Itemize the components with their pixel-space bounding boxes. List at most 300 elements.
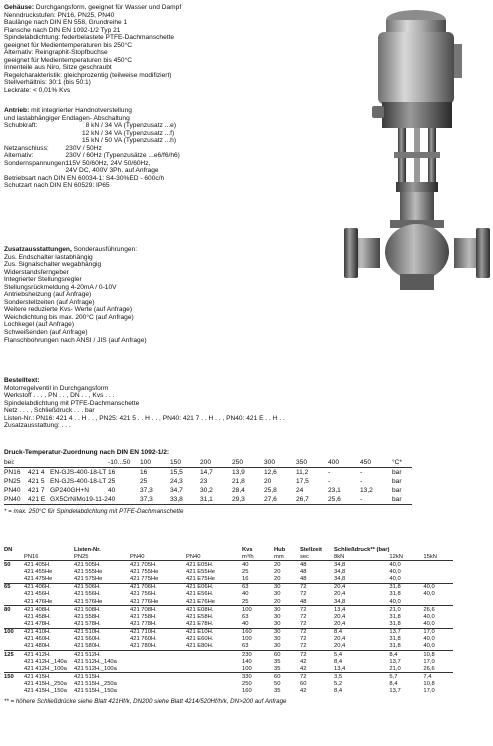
article-table-cell: 20 xyxy=(274,598,281,605)
article-table-cell: 421 556H. xyxy=(74,591,101,598)
article-table-cell: 421 460H. xyxy=(24,636,51,643)
housing-line xyxy=(4,49,181,57)
article-table-row xyxy=(4,553,453,561)
article-table-cell: 421 E55He xyxy=(186,568,216,575)
article-table-cell xyxy=(130,681,186,688)
article-table-cell xyxy=(4,553,24,561)
article-table-cell: 8,4 xyxy=(334,688,343,695)
article-table-row xyxy=(4,606,453,614)
pressure-table-cell: 421 7 xyxy=(28,487,45,495)
article-table-cell: 421 760H. xyxy=(130,636,157,643)
pressure-table-cell: 28,4 xyxy=(232,487,245,495)
pressure-table-cell: PN25 xyxy=(4,478,21,486)
article-table-cell xyxy=(130,546,186,553)
article-table-cell: 60 xyxy=(274,650,300,658)
article-table-cell: 421 512H._100a xyxy=(74,665,117,672)
pressure-table-cell: 300 xyxy=(264,458,296,468)
article-table-cell: 421 456H. xyxy=(24,591,51,598)
article-table-cell: 31,8 xyxy=(389,636,401,643)
article-table-row xyxy=(4,643,453,651)
article-table-cell: 13,4 xyxy=(334,665,346,672)
article-dn-cell: 150 xyxy=(4,673,24,681)
drive-row-key xyxy=(4,137,60,145)
extras-line: Integrierter Stellungsregler xyxy=(4,276,82,284)
article-table-cell: 8kN xyxy=(334,553,345,560)
pressure-table-cell: °C* xyxy=(392,458,412,468)
pressure-table-cell: 421 E xyxy=(28,495,50,505)
article-table-row xyxy=(4,546,453,553)
housing-line xyxy=(4,19,181,27)
pressure-table-cell xyxy=(28,458,50,468)
article-table-cell: 42 xyxy=(300,688,307,695)
pressure-table-cell: 17,5 xyxy=(296,478,309,486)
pressure-table-cell: 26,7 xyxy=(296,495,328,505)
drive-row-key: Schubkraft: xyxy=(4,122,38,130)
pressure-table-cell: 15,5 xyxy=(170,469,183,477)
article-dn-cell xyxy=(4,576,24,584)
article-table-cell: 421 E75He xyxy=(186,576,216,583)
article-table-cell: DN xyxy=(4,546,13,553)
article-table-cell: 5,4 xyxy=(334,650,389,658)
article-table-cell xyxy=(130,650,186,658)
article-dn-cell xyxy=(4,688,24,695)
article-table-cell: 15kN xyxy=(423,553,437,560)
pressure-table-cell: 21,8 xyxy=(232,478,245,486)
order-line: Werkstoff . . . , PN . . , DN . . , Kvs . . . xyxy=(4,392,115,400)
pressure-table-cell: 200 xyxy=(200,458,232,468)
article-table-cell: 35 xyxy=(274,665,281,672)
pressure-table-cell: PN16 xyxy=(4,469,21,477)
extras-line: Weitere reduzierte Kvs- Werte (auf Anfrage) xyxy=(4,306,133,314)
pressure-table-cell: EN-GJS-400-18-LT xyxy=(50,478,107,486)
article-table-cell: 421 410H. xyxy=(24,628,74,636)
housing-text: geeignet für Medientemperaturen bis 250°C xyxy=(4,41,132,49)
article-table-cell: 421 706H. xyxy=(130,583,186,591)
article-table-cell: 421 480H. xyxy=(24,643,51,650)
article-table-cell: 421 505H. xyxy=(74,561,130,569)
article-table-row xyxy=(4,591,453,598)
article-table-cell: 13,7 xyxy=(389,628,423,636)
article-table-cell: 40,0 xyxy=(389,568,401,575)
article-table-cell: 20,4 xyxy=(334,643,346,650)
article-dn-cell xyxy=(4,665,24,673)
pressure-table-cell: - xyxy=(328,478,331,486)
pressure-table-cell: 40 xyxy=(108,495,140,505)
article-table-cell: 421 E78H. xyxy=(186,620,214,627)
drive-section xyxy=(4,107,180,190)
article-table-cell xyxy=(186,546,242,553)
pressure-table-cell: PN40 xyxy=(4,487,21,495)
drive-row xyxy=(4,130,180,138)
article-table-cell: 421 E58H. xyxy=(186,613,214,620)
housing-line xyxy=(4,34,181,42)
pressure-table-row xyxy=(4,495,412,505)
article-table-cell: 421 512H._140a xyxy=(74,658,117,665)
article-dn-cell xyxy=(4,598,24,606)
article-table-cell: 30 xyxy=(274,628,300,636)
order-section xyxy=(4,377,285,430)
extras-line: Zus. Endschalter lastabhängig xyxy=(4,253,93,261)
article-table-cell: 8,4 xyxy=(389,681,398,688)
pressure-table-cell: 100 xyxy=(140,458,170,468)
housing-heading: Gehäuse: xyxy=(4,4,35,11)
article-table-cell: 20,4 xyxy=(334,613,346,620)
extras-line: Stellungsrückmeldung 4-20mA / 0-10V xyxy=(4,283,117,291)
article-table-cell: 40,0 xyxy=(423,583,453,591)
extras-line: Flanschbohrungen nach ANSI / JIS (auf Anfrage) xyxy=(4,336,147,344)
article-table-cell: 72 xyxy=(300,643,307,650)
article-table-cell: 30 xyxy=(274,620,281,627)
article-dn-cell xyxy=(4,568,24,575)
article-table-cell: 20 xyxy=(274,561,300,569)
drive-row-value: 12 kN / 34 VA (Typenzusatz ...f) xyxy=(60,129,175,137)
article-table-cell: 421 510H. xyxy=(74,628,130,636)
pressure-table-cell: 421 4 xyxy=(28,469,45,477)
drive-heading: Antrieb: xyxy=(4,107,30,114)
article-table-row xyxy=(4,681,453,688)
pressure-table-cell: 350 xyxy=(296,458,328,468)
article-table-cell: 42 xyxy=(300,665,307,672)
pressure-table-cell: 25,6 xyxy=(328,495,360,505)
article-table-cell: 21,0 xyxy=(389,665,401,672)
drive-intro-1: mit integrierter Handnotverstellung xyxy=(29,107,132,114)
pressure-table-cell: 37,3 xyxy=(140,487,153,495)
article-table-cell: 421 775He xyxy=(130,576,159,583)
article-table-cell: 421 458H. xyxy=(24,613,51,620)
article-table-cell: 421 780H. xyxy=(130,643,157,650)
article-table-cell: 34,8 xyxy=(334,561,389,569)
article-table-cell xyxy=(130,658,186,665)
article-table-row xyxy=(4,688,453,695)
article-table-row xyxy=(4,658,453,665)
article-table-cell: 20,4 xyxy=(334,583,389,591)
article-table-cell: 72 xyxy=(300,606,334,614)
article-table-cell: 72 xyxy=(300,636,307,643)
article-table-cell: 26,6 xyxy=(423,665,435,672)
article-table-cell: 421 560H. xyxy=(74,636,101,643)
housing-line xyxy=(4,72,181,80)
article-table-cell: 21,0 xyxy=(389,606,423,614)
article-table-cell: 40,0 xyxy=(423,591,435,598)
article-table-row xyxy=(4,561,453,569)
pressure-table-cell: 250 xyxy=(232,458,264,468)
housing-line xyxy=(4,12,181,20)
pressure-table-row xyxy=(4,486,412,495)
article-table-cell: 421 705H. xyxy=(130,561,186,569)
housing-line xyxy=(4,64,181,72)
article-table-cell: 20 xyxy=(274,576,281,583)
order-line: Spindelabdichtung mit PTFE-Dachmanschette xyxy=(4,399,140,407)
article-table-cell xyxy=(130,688,186,695)
pressure-table-cell: 23 xyxy=(200,478,208,486)
article-table-cell: 31,8 xyxy=(389,583,423,591)
article-table-cell: 30 xyxy=(274,643,281,650)
article-table-cell: 250 xyxy=(242,681,252,688)
article-table-cell: 421 478H. xyxy=(24,620,51,627)
article-table-cell xyxy=(130,673,186,681)
housing-text: Baulänge nach DIN EN 558, Grundreihe 1 xyxy=(4,19,128,27)
article-table-cell: 13,4 xyxy=(334,606,389,614)
housing-text: Nenndruckstufen: PN16, PN25, PN40 xyxy=(4,11,115,19)
article-table-cell xyxy=(186,681,242,688)
article-table-row xyxy=(4,628,453,636)
pressure-table-cell: -10...50 xyxy=(108,458,140,468)
article-table-cell: 100 xyxy=(242,636,252,643)
drive-row xyxy=(4,167,180,175)
article-table-cell: 30 xyxy=(274,591,281,598)
article-table-cell: 421 515H._150a xyxy=(74,688,117,695)
pressure-table-cell: 20 xyxy=(264,478,272,486)
article-table-cell xyxy=(186,688,242,695)
article-table-cell: 421 412H. xyxy=(24,650,74,658)
article-dn-cell xyxy=(4,620,24,628)
drive-row xyxy=(4,137,180,145)
article-table-cell: 72 xyxy=(300,591,307,598)
pressure-table-title: Druck-Temperatur-Zuordnung nach DIN EN 1092-1/2: xyxy=(4,449,170,456)
article-table-cell: 48 xyxy=(300,561,334,569)
housing-line xyxy=(4,42,181,50)
article-table-cell: 20 xyxy=(274,568,281,575)
pressure-table-cell: GP240GH+N xyxy=(50,487,90,495)
article-table-cell xyxy=(423,568,453,575)
article-table-cell: 20,4 xyxy=(334,636,346,643)
article-dn-cell: 65 xyxy=(4,583,24,591)
article-table-cell xyxy=(423,561,453,569)
article-table-cell: Hub xyxy=(274,546,286,553)
article-table-footnote: ** = höhere Schließdrücke siehe Blatt 421Hf/k, DN200 siehe Blatt 4214/520Hf/h/k, DN>200 auf Anfrage xyxy=(4,697,287,705)
article-table-row xyxy=(4,650,453,658)
article-table-cell: 421 E06H. xyxy=(186,583,242,591)
article-table-cell: 421 E10H. xyxy=(186,628,242,636)
article-table-cell: 16 xyxy=(242,576,249,583)
article-table-cell: 72 xyxy=(300,613,307,620)
article-table-cell: 30 xyxy=(274,636,281,643)
housing-text: Leckrate: < 0,01% Kvs xyxy=(4,87,71,95)
article-table-cell: 5,7 xyxy=(389,673,423,681)
pressure-table-cell: EN-GJS-400-18-LT xyxy=(50,469,107,477)
housing-text: Flansche nach DIN EN 1092-1/2 Typ 21 xyxy=(4,26,121,34)
article-dn-cell: 80 xyxy=(4,606,24,614)
article-table-cell: 230 xyxy=(242,650,274,658)
drive-row-value: 24V DC, 400V 3Ph. auf Anfrage xyxy=(60,167,159,175)
article-dn-cell xyxy=(4,681,24,688)
article-table-row xyxy=(4,636,453,643)
article-table-cell: 160 xyxy=(242,688,252,695)
pressure-table-cell: 400 xyxy=(328,458,360,468)
article-table-cell: 421 E80H. xyxy=(186,643,214,650)
article-table-row xyxy=(4,613,453,620)
article-table-cell: 421 558H. xyxy=(74,613,101,620)
article-table-cell: 40,0 xyxy=(423,620,435,627)
article-table-cell: 31,8 xyxy=(389,591,401,598)
article-table-cell: m³/h xyxy=(242,553,254,560)
pressure-table-row xyxy=(4,468,412,478)
pressure-table-cell: - xyxy=(360,469,363,477)
order-heading: Bestelltext: xyxy=(4,377,40,384)
drive-row-key xyxy=(4,130,60,138)
pressure-temperature-table xyxy=(4,449,412,515)
article-table-cell: 421 412H._100a xyxy=(24,665,67,672)
article-table-cell: 72 xyxy=(300,650,334,658)
pressure-table-cell: 12,6 xyxy=(264,469,277,477)
article-table-cell: 40,0 xyxy=(423,643,435,650)
order-line: Listen-Nr.: PN16: 421 4 . . H . . , PN25: 421 5 . . H . . , PN40: 421 7 . . H . . , PN40: 421 E . . H . . xyxy=(4,414,285,422)
article-table-cell: 421 515H. xyxy=(74,673,130,681)
article-table-cell xyxy=(24,546,74,553)
article-table-cell: 40,0 xyxy=(389,561,423,569)
extras-heading: Zusatzausstattungen, xyxy=(4,246,72,253)
pressure-table-cell: bei: xyxy=(4,458,28,468)
article-table-cell: 421 710H. xyxy=(130,628,186,636)
article-table-cell xyxy=(130,665,186,673)
article-table-cell: 421 E56H. xyxy=(186,591,214,598)
article-table-row xyxy=(4,598,453,606)
article-table-cell xyxy=(423,598,453,606)
drive-tail-2: Schutzart nach DIN EN 60529: IP65 xyxy=(4,182,110,190)
article-table-cell: 8,4 xyxy=(334,628,389,636)
extras-section xyxy=(4,246,147,344)
extras-line: Schweißenden (auf Anfrage) xyxy=(4,329,88,337)
article-table-cell: 40,0 xyxy=(423,613,435,620)
article-table-cell: 25 xyxy=(242,598,249,605)
housing-text: Regelcharakteristik: gleichprozentig (teilweise modifiziert) xyxy=(4,71,172,79)
drive-row xyxy=(4,122,180,130)
pressure-table-cell: bar xyxy=(392,487,402,495)
drive-row-value: 230V / 50Hz xyxy=(60,144,102,152)
article-dn-cell xyxy=(4,591,24,598)
order-line: Zusatzausstattung: . . . xyxy=(4,422,71,430)
article-table-cell: 40 xyxy=(242,561,274,569)
housing-text: Innenteile aus Niro, Sitze geschraubt xyxy=(4,64,112,72)
article-table-cell xyxy=(186,673,242,681)
article-table-cell: 50 xyxy=(274,681,281,688)
article-table-cell: 13,7 xyxy=(389,658,401,665)
article-table-cell: 421 405H. xyxy=(24,561,74,569)
article-table-cell: 48 xyxy=(300,598,307,605)
housing-text: Alternativ: Reingraphit-Stopfbuchse xyxy=(4,49,108,57)
article-table xyxy=(4,546,453,705)
article-table-cell: 421 578H. xyxy=(74,620,101,627)
pressure-table-cell: 150 xyxy=(170,458,200,468)
pressure-table-cell: 16 xyxy=(140,469,148,477)
article-table-cell: 48 xyxy=(300,568,307,575)
article-dn-cell: 100 xyxy=(4,628,24,636)
article-table-cell: 8,4 xyxy=(389,650,423,658)
housing-section xyxy=(4,4,181,95)
article-table-cell: 35 xyxy=(274,688,281,695)
article-table-cell: 17,0 xyxy=(423,658,435,665)
article-table-cell: 42 xyxy=(300,658,307,665)
article-table-cell: 140 xyxy=(242,658,252,665)
article-dn-cell xyxy=(4,636,24,643)
pressure-table-cell: 25 xyxy=(140,478,148,486)
housing-text: Stellverhältnis: 30:1 (bis 50:1) xyxy=(4,79,91,87)
article-table-cell: 72 xyxy=(300,673,334,681)
article-table-cell: 421 758H. xyxy=(130,613,157,620)
drive-row-key: Alternativ: xyxy=(4,152,34,160)
pressure-table-cell: 33,8 xyxy=(170,495,200,505)
order-line: Netz . . . , Schließdruck . . . bar xyxy=(4,407,95,415)
article-dn-cell xyxy=(4,643,24,651)
article-table-cell: 13,7 xyxy=(389,688,401,695)
article-table-cell: 17,0 xyxy=(423,688,435,695)
article-table-cell: 20,4 xyxy=(334,620,346,627)
article-table-cell: 20,4 xyxy=(334,591,346,598)
article-table-cell: Schließdruck** (bar) xyxy=(334,546,390,553)
article-table-row xyxy=(4,620,453,628)
article-table-cell: 421 E76He xyxy=(186,598,216,605)
article-table-cell: 63 xyxy=(242,583,274,591)
housing-text: Durchgangsform, geeignet für Wasser und Dampf xyxy=(34,4,182,11)
article-table-cell: 421 455He xyxy=(24,568,53,575)
article-table-cell: 72 xyxy=(300,628,334,636)
article-table-cell: 421 415H._250a xyxy=(24,681,67,688)
drive-row-value: 230V / 60Hz (Typenzusätze ...e6/f6/h6) xyxy=(60,152,180,160)
article-table-row xyxy=(4,665,453,673)
article-table-cell: 31,8 xyxy=(389,620,401,627)
article-table-cell: 30 xyxy=(274,613,281,620)
housing-text: Spindelabdichtung: federbelastete PTFE-Dachmanschette xyxy=(4,34,175,42)
pressure-table-row xyxy=(4,458,412,468)
article-table-cell: 72 xyxy=(300,583,334,591)
article-table-row xyxy=(4,673,453,681)
article-table-cell: 8,4 xyxy=(334,658,343,665)
article-table-cell xyxy=(186,650,242,658)
article-table-cell: 72 xyxy=(300,620,307,627)
drive-row-value: 115V 50/60Hz, 24V 50/60Hz, xyxy=(60,159,151,167)
article-table-cell: 34,8 xyxy=(334,568,346,575)
article-table-cell: 25 xyxy=(242,568,249,575)
article-table-cell: 48 xyxy=(300,576,307,583)
article-table-cell: 330 xyxy=(242,673,274,681)
housing-text: geeignet für Medientemperaturen bis 450°C xyxy=(4,56,132,64)
article-table-cell: 40,0 xyxy=(423,636,435,643)
pressure-table-cell: 14,7 xyxy=(200,469,213,477)
article-table-cell: Kvs xyxy=(242,546,253,553)
article-table-cell: 421 515H._250a xyxy=(74,681,117,688)
article-table-cell: 35 xyxy=(274,658,281,665)
pressure-table-cell: bar xyxy=(392,495,412,505)
article-table-cell: 421 755He xyxy=(130,568,159,575)
article-table-cell: 30 xyxy=(274,606,300,614)
article-table-cell: 421 756H. xyxy=(130,591,157,598)
article-table-cell: 31,8 xyxy=(389,613,401,620)
pressure-table-footnote: * = max. 250°C für Spindelabdichtung mit PTFE-Dachmanschette xyxy=(4,508,184,516)
article-table-cell: 7,4 xyxy=(423,673,453,681)
article-table-row xyxy=(4,576,453,584)
drive-row xyxy=(4,145,180,153)
order-line: Motorregelventil in Durchgangsform xyxy=(4,384,109,392)
pressure-table-cell: bar xyxy=(392,478,402,486)
article-table-cell: PN40 xyxy=(130,553,145,560)
article-table-cell: 421 776He xyxy=(130,598,159,605)
article-table-cell: 10,8 xyxy=(423,650,453,658)
article-table-cell: 421 415H. xyxy=(24,673,74,681)
extras-line: Widerstandsferngeber xyxy=(4,268,69,276)
drive-row-key: Sondernspannungen: xyxy=(4,159,68,167)
article-table-cell: 421 475He xyxy=(24,576,53,583)
extras-line: Lochkegel (auf Anfrage) xyxy=(4,321,75,329)
extras-line: Sonderstellzeiten (auf Anfrage) xyxy=(4,298,95,306)
drive-row-key: Netzanschluss: xyxy=(4,144,49,152)
pressure-table-cell: 450 xyxy=(360,458,392,468)
article-table-row xyxy=(4,568,453,575)
article-table-cell: 60 xyxy=(300,681,307,688)
housing-line xyxy=(4,87,181,95)
article-table-cell: 40,0 xyxy=(389,598,401,605)
extras-heading-rest: Sonderausführungen: xyxy=(71,246,138,253)
pressure-table-cell: 29,3 xyxy=(232,495,264,505)
